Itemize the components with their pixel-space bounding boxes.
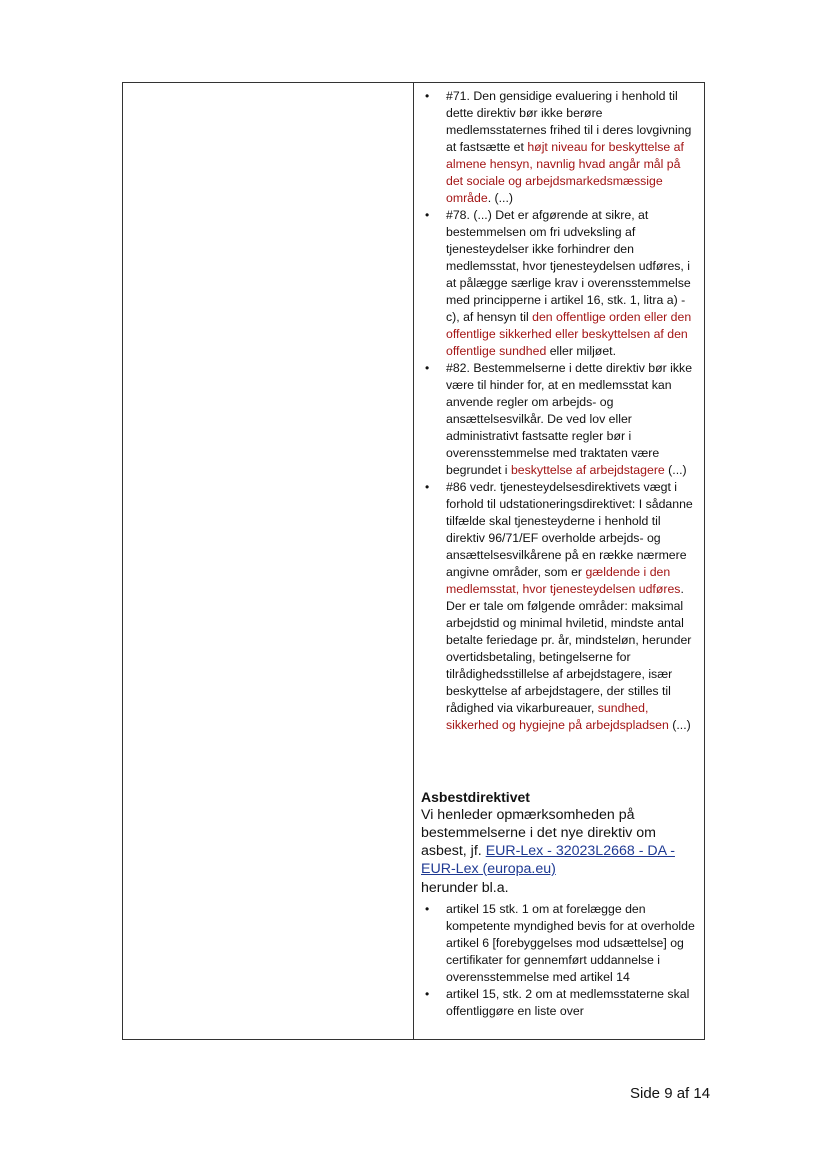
right-column: [414, 83, 704, 1039]
herunder-text: herunder bl.a.: [421, 880, 509, 896]
section-intro: [421, 806, 696, 878]
eur-lex-link[interactable]: EUR-Lex - 32023L2668 - DA - EUR-Lex (europa.eu): [421, 843, 675, 877]
section-heading: Asbestdirektivet: [421, 789, 530, 805]
list-item: [414, 901, 697, 986]
article-item-text: artikel 15, stk. 2 om at medlemsstaterne skal offentliggøre en liste over: [446, 987, 690, 1018]
recital-text: #82. Bestemmelserne i dette direktiv bør ikke være til hinder for, at en medlemsstat kan anvende regler om arbejds- og ansættelsesvilkår. De ved lov eller administrativt fastsatte regler bør i overensstemmelse med traktaten være begrundet i: [446, 361, 693, 477]
list-item: [414, 986, 697, 1020]
list-item: [414, 207, 697, 360]
recital-78: [446, 208, 691, 358]
highlighted-text: gældende i den medlemsstat, hvor tjenesteydelsen udføres: [446, 565, 681, 596]
list-item: [414, 479, 697, 734]
article-item-text: artikel 15 stk. 1 om at forelægge den kompetente myndighed bevis for at overholde artikel 6 [forebyggelses mod udsættelse] og certifikater for gennemført uddannelse i overensstemmelse med artikel 14: [446, 902, 695, 984]
recital-text: #71. Den gensidige evaluering i henhold til dette direktiv bør ikke berøre medlemsstaternes frihed til i deres lovgivning at fastsætte et: [446, 89, 692, 154]
bullet-icon: •: [425, 987, 430, 1001]
bullet-icon: •: [425, 208, 430, 222]
recital-text: eller miljøet.: [546, 344, 616, 358]
highlighted-text: beskyttelse af arbejdstagere: [510, 463, 665, 477]
bullet-icon: •: [425, 480, 430, 494]
left-column: [123, 83, 414, 1039]
highlighted-text: højt niveau for beskyttelse af almene hensyn, navnlig hvad angår mål på det sociale og arbejdsmarkedsmæssige område: [446, 140, 684, 205]
bullet-icon: •: [425, 902, 430, 916]
recital-text: #86 vedr. tjenesteydelsesdirektivets vægt i forhold til udstationeringsdirektivet: I sådanne tilfælde skal tjenesteyderne i henhold til direktiv 96/71/EF overholde arbejds- og ansættelsesvilkårene på en række nærmere angivne områder, som er: [446, 480, 693, 579]
recital-text: (...): [664, 463, 687, 477]
content-table: [122, 82, 705, 1040]
recital-text: . Der er tale om følgende områder: maksimal arbejdstid og minimal hviletid, mindste antal betalte feriedage pr. år, mindsteløn, herunder overtidsbetaling, betingelserne for tilrådighedsstillelse af arbejdstagere, især beskyttelse af arbejdstagere, der stilles til rådighed via vikarbureauer,: [446, 582, 692, 715]
recital-text: . (...): [487, 191, 513, 205]
bullet-icon: •: [425, 89, 430, 103]
recital-71: [446, 89, 691, 205]
page-number: Side 9 af 14: [630, 1085, 711, 1102]
bullet-icon: •: [425, 361, 430, 375]
recital-86: [446, 480, 693, 732]
list-item: [414, 88, 697, 207]
list-item: [414, 360, 697, 479]
recital-text: #78. (...) Det er afgørende at sikre, at bestemmelsen om fri udveksling af tjenesteydelser ikke forhindrer den medlemsstat, hvor tjenesteydelsen udføres, i at pålægge særlige krav i overensstemmelse med principperne i artikel 16, stk. 1, litra a) -c), af hensyn til: [446, 208, 691, 324]
recital-text: (...): [668, 718, 691, 732]
recital-82: [446, 361, 692, 477]
article-list: [414, 901, 697, 1020]
highlighted-text: sundhed, sikkerhed og hygiejne på arbejdspladsen: [446, 701, 669, 732]
highlighted-text: den offentlige orden eller den offentlige sikkerhed eller beskyttelsen af den offentlige sundhed: [446, 310, 692, 358]
intro-text: Vi henleder opmærksomheden på bestemmelserne i det nye direktiv om asbest, jf.: [421, 807, 656, 859]
recital-list: [414, 88, 697, 734]
